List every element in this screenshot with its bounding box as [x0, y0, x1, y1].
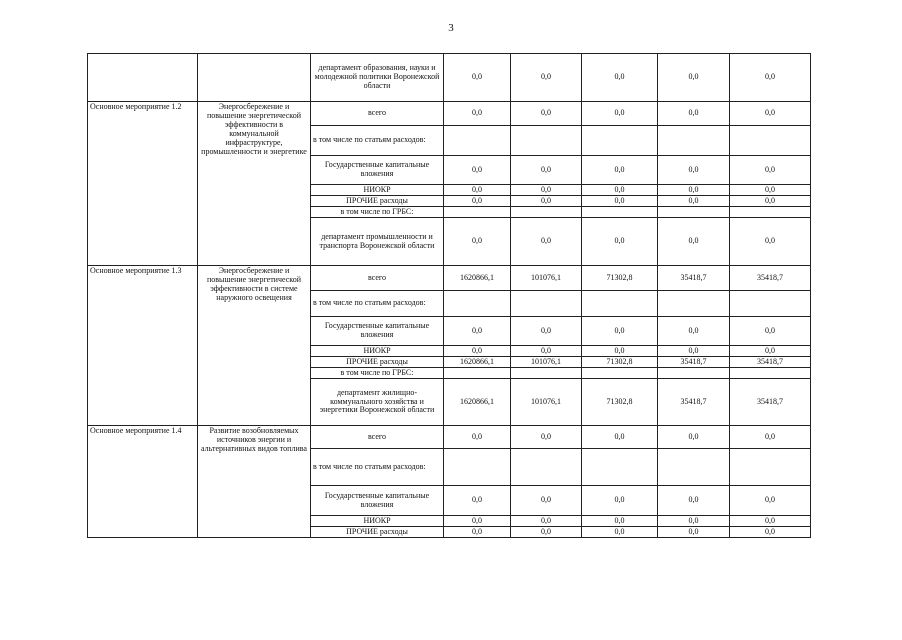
value-cell: 35418,7: [658, 357, 730, 368]
value-cell: 71302,8: [582, 266, 658, 291]
budget-table: [87, 53, 811, 538]
event-cell: Основное мероприятие 1.3: [88, 266, 198, 426]
funding-source-cell: ПРОЧИЕ расходы: [311, 357, 444, 368]
value-cell: 0,0: [730, 346, 811, 357]
value-cell: 0,0: [658, 426, 730, 449]
value-cell: [730, 207, 811, 218]
value-cell: 0,0: [658, 346, 730, 357]
event-name-cell: Энергосбережение и повышение энергетической эффективности в коммунальной инфраструктуре, промышленности и энергетике: [198, 102, 311, 266]
value-cell: 0,0: [444, 218, 511, 266]
value-cell: 35418,7: [730, 266, 811, 291]
value-cell: [511, 449, 582, 486]
value-cell: 0,0: [730, 54, 811, 102]
value-cell: 0,0: [582, 486, 658, 516]
value-cell: 35418,7: [658, 266, 730, 291]
table-row: [88, 266, 811, 291]
value-cell: 35418,7: [730, 379, 811, 426]
value-cell: 0,0: [444, 426, 511, 449]
value-cell: 0,0: [730, 185, 811, 196]
funding-source-cell: департамент промышленности и транспорта Воронежской области: [311, 218, 444, 266]
value-cell: 0,0: [582, 346, 658, 357]
value-cell: 0,0: [511, 346, 582, 357]
value-cell: 0,0: [444, 54, 511, 102]
value-cell: 0,0: [511, 486, 582, 516]
value-cell: 71302,8: [582, 379, 658, 426]
value-cell: 35418,7: [658, 379, 730, 426]
value-cell: 0,0: [658, 317, 730, 346]
value-cell: [582, 449, 658, 486]
value-cell: 0,0: [582, 185, 658, 196]
funding-source-cell: в том числе по ГРБС:: [311, 207, 444, 218]
value-cell: 0,0: [511, 426, 582, 449]
value-cell: 0,0: [658, 527, 730, 538]
value-cell: [444, 126, 511, 156]
value-cell: [444, 449, 511, 486]
funding-source-cell: в том числе по ГРБС:: [311, 368, 444, 379]
table-row: [88, 102, 811, 126]
value-cell: [730, 126, 811, 156]
table-row: [88, 54, 811, 102]
value-cell: [730, 368, 811, 379]
value-cell: 0,0: [582, 156, 658, 185]
value-cell: 35418,7: [730, 357, 811, 368]
value-cell: 0,0: [658, 196, 730, 207]
value-cell: 0,0: [511, 218, 582, 266]
value-cell: 101076,1: [511, 357, 582, 368]
value-cell: 0,0: [730, 102, 811, 126]
value-cell: 0,0: [730, 317, 811, 346]
value-cell: 0,0: [582, 317, 658, 346]
value-cell: 0,0: [658, 486, 730, 516]
value-cell: 0,0: [511, 527, 582, 538]
funding-source-cell: всего: [311, 426, 444, 449]
value-cell: [658, 207, 730, 218]
value-cell: [444, 291, 511, 317]
value-cell: 0,0: [511, 317, 582, 346]
value-cell: [511, 126, 582, 156]
value-cell: 0,0: [658, 185, 730, 196]
value-cell: [582, 291, 658, 317]
value-cell: 0,0: [582, 54, 658, 102]
value-cell: 0,0: [658, 218, 730, 266]
event-name-cell: Энергосбережение и повышение энергетической эффективности в системе наружного освещения: [198, 266, 311, 426]
value-cell: [582, 207, 658, 218]
value-cell: [511, 291, 582, 317]
value-cell: 1620866,1: [444, 357, 511, 368]
value-cell: 0,0: [444, 516, 511, 527]
value-cell: [658, 291, 730, 317]
event-name-cell: [198, 54, 311, 102]
value-cell: 0,0: [511, 185, 582, 196]
funding-source-cell: в том числе по статьям расходов:: [311, 449, 444, 486]
value-cell: 0,0: [582, 102, 658, 126]
value-cell: 0,0: [730, 486, 811, 516]
value-cell: 0,0: [511, 156, 582, 185]
value-cell: 0,0: [444, 346, 511, 357]
value-cell: 101076,1: [511, 266, 582, 291]
funding-source-cell: департамент образования, науки и молодежной политики Воронежской области: [311, 54, 444, 102]
budget-table-body: [88, 54, 811, 538]
value-cell: 0,0: [582, 218, 658, 266]
value-cell: [444, 368, 511, 379]
value-cell: [658, 368, 730, 379]
value-cell: 0,0: [582, 196, 658, 207]
page-number: 3: [448, 22, 454, 34]
value-cell: 0,0: [444, 486, 511, 516]
value-cell: 1620866,1: [444, 266, 511, 291]
value-cell: 0,0: [658, 516, 730, 527]
value-cell: 0,0: [730, 156, 811, 185]
value-cell: 0,0: [444, 317, 511, 346]
funding-source-cell: НИОКР: [311, 185, 444, 196]
value-cell: [658, 126, 730, 156]
value-cell: 101076,1: [511, 379, 582, 426]
funding-source-cell: Государственные капитальные вложения: [311, 486, 444, 516]
value-cell: 1620866,1: [444, 379, 511, 426]
value-cell: [582, 126, 658, 156]
funding-source-cell: НИОКР: [311, 346, 444, 357]
value-cell: [582, 368, 658, 379]
value-cell: 0,0: [444, 196, 511, 207]
funding-source-cell: Государственные капитальные вложения: [311, 317, 444, 346]
value-cell: [444, 207, 511, 218]
value-cell: 0,0: [730, 527, 811, 538]
funding-source-cell: всего: [311, 266, 444, 291]
event-cell: Основное мероприятие 1.4: [88, 426, 198, 538]
value-cell: 0,0: [511, 54, 582, 102]
value-cell: [730, 291, 811, 317]
value-cell: 0,0: [444, 102, 511, 126]
value-cell: [511, 368, 582, 379]
event-cell: [88, 54, 198, 102]
value-cell: 0,0: [511, 196, 582, 207]
value-cell: 0,0: [658, 156, 730, 185]
value-cell: [658, 449, 730, 486]
value-cell: [730, 449, 811, 486]
value-cell: 0,0: [582, 516, 658, 527]
value-cell: 0,0: [511, 516, 582, 527]
funding-source-cell: ПРОЧИЕ расходы: [311, 196, 444, 207]
value-cell: 0,0: [582, 527, 658, 538]
event-name-cell: Развитие возобновляемых источников энергии и альтернативных видов топлива: [198, 426, 311, 538]
value-cell: 0,0: [730, 426, 811, 449]
value-cell: 0,0: [730, 516, 811, 527]
funding-source-cell: НИОКР: [311, 516, 444, 527]
funding-source-cell: департамент жилищно-коммунального хозяйства и энергетики Воронежской области: [311, 379, 444, 426]
value-cell: 0,0: [730, 218, 811, 266]
funding-source-cell: в том числе по статьям расходов:: [311, 126, 444, 156]
value-cell: [511, 207, 582, 218]
value-cell: 0,0: [730, 196, 811, 207]
value-cell: 0,0: [444, 527, 511, 538]
value-cell: 0,0: [444, 185, 511, 196]
funding-source-cell: Государственные капитальные вложения: [311, 156, 444, 185]
table-row: [88, 426, 811, 449]
value-cell: 0,0: [444, 156, 511, 185]
funding-source-cell: в том числе по статьям расходов:: [311, 291, 444, 317]
value-cell: 71302,8: [582, 357, 658, 368]
value-cell: 0,0: [658, 54, 730, 102]
value-cell: 0,0: [511, 102, 582, 126]
value-cell: 0,0: [658, 102, 730, 126]
funding-source-cell: всего: [311, 102, 444, 126]
funding-source-cell: ПРОЧИЕ расходы: [311, 527, 444, 538]
value-cell: 0,0: [582, 426, 658, 449]
event-cell: Основное мероприятие 1.2: [88, 102, 198, 266]
